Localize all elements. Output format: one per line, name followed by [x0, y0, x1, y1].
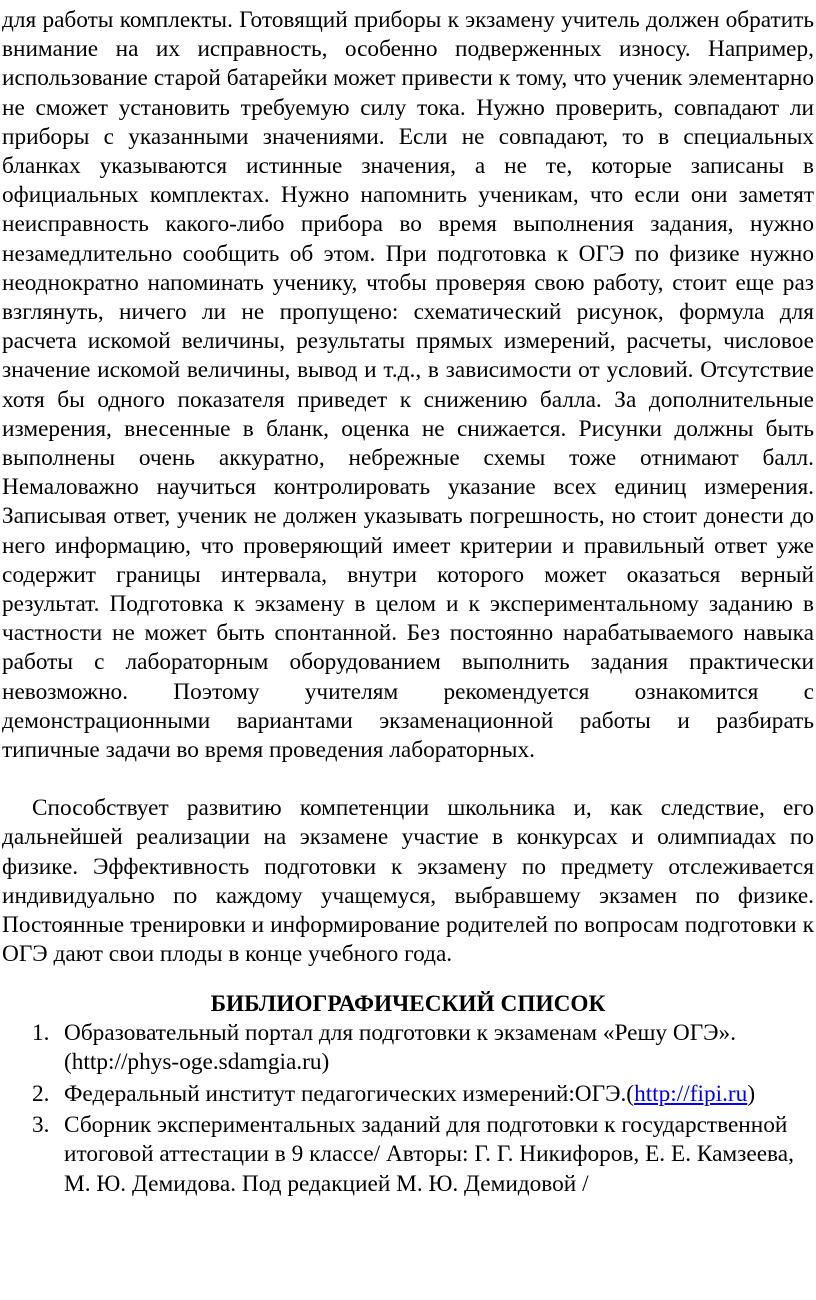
bibliography-item-text: Сборник экспериментальных заданий для подготовки к государственной итоговой аттестации в 9 классе/ Авторы: Г. Г. Никифоров, Е. Е. Камзеева, М. Ю. Демидова. Под редакцией М. Ю. Демидовой / — [64, 1111, 794, 1197]
body-paragraph-2: Способствует развитию компетенции школьника и, как следствие, его дальнейшей реализации на экзамене участие в конкурсах и олимпиадах по физике. Эффективность подготовки к экзамену по предмету отслеживается индивидуально по каждому учащемуся, выбравшему экзамен по физике. Постоянные тренировки и информирование родителей по вопросам подготовки к ОГЭ дают свои плоды в конце учебного года. — [2, 795, 814, 968]
bibliography-item — [2, 1019, 814, 1078]
bibliography-item — [2, 1111, 814, 1199]
bibliography-list — [2, 1019, 814, 1199]
bibliography-item-text: Федеральный институт педагогических измерений:ОГЭ.( — [64, 1080, 635, 1107]
bibliography-item-number: 2. — [32, 1080, 50, 1107]
bibliography-heading: БИБЛИОГРАФИЧЕСКИЙ СПИСОК — [210, 990, 606, 1017]
bibliography-item-text: Образовательный портал для подготовки к экзаменам «Решу ОГЭ». (http://phys-oge.sdamgia.ru) — [64, 1019, 737, 1076]
fipi-link[interactable]: http://fipi.ru — [634, 1080, 748, 1107]
bibliography-item-number: 3. — [32, 1111, 50, 1138]
bibliography-item-suffix: ) — [747, 1080, 756, 1107]
bibliography-item-number: 1. — [32, 1019, 50, 1046]
bibliography-item — [2, 1080, 814, 1109]
body-paragraph-1: для работы комплекты. Готовящий приборы к экзамену учитель должен обратить внимание на их исправность, особенно подверженных износу. Например, использование старой батарейки может привести к тому, что ученик элементарно не сможет установить требуемую силу тока. Нужно проверить, совпадают ли приборы с указанными значениями. Если не совпадают, то в специальных бланках указываются истинные значения, а не те, которые записаны в официальных комплектах. Нужно напомнить ученикам, что если они заметят неисправность какого-либо прибора во время выполнения задания, нужно незамедлительно сообщить об этом. При подготовка к ОГЭ по физике нужно неоднократно напоминать ученику, чтобы проверяя свою работу, стоит еще раз взглянуть, ничего ли не пропущено: схематический рисунок, формула для расчета искомой величины, результаты прямых измерений, расчеты, числовое значение искомой величины, вывод и т.д., в зависимости от условий. Отсутствие хотя бы одного показателя приведет к снижению балла. За дополнительные измерения, внесенные в бланк, оценка не снижается. Рисунки должны быть выполнены очень аккуратно, небрежные схемы тоже отнимают балл. Немаловажно научиться контролировать указание всех единиц измерения. Записывая ответ, ученик не должен указывать погрешность, но стоит донести до него информацию, что проверяющий имеет критерии и правильный ответ уже содержит границы интервала, внутри которого может оказаться верный результат. Подготовка к экзамену в целом и к экспериментальному заданию в частности не может быть спонтанной. Без постоянно нарабатываемого навыка работы с лабораторным оборудованием выполнить задания практически невозможно. Поэтому учителям рекомендуется ознакомится с демонстрационными вариантами экзаменационной работы и разбирать типичные задачи во время проведения лабораторных. — [2, 7, 814, 764]
